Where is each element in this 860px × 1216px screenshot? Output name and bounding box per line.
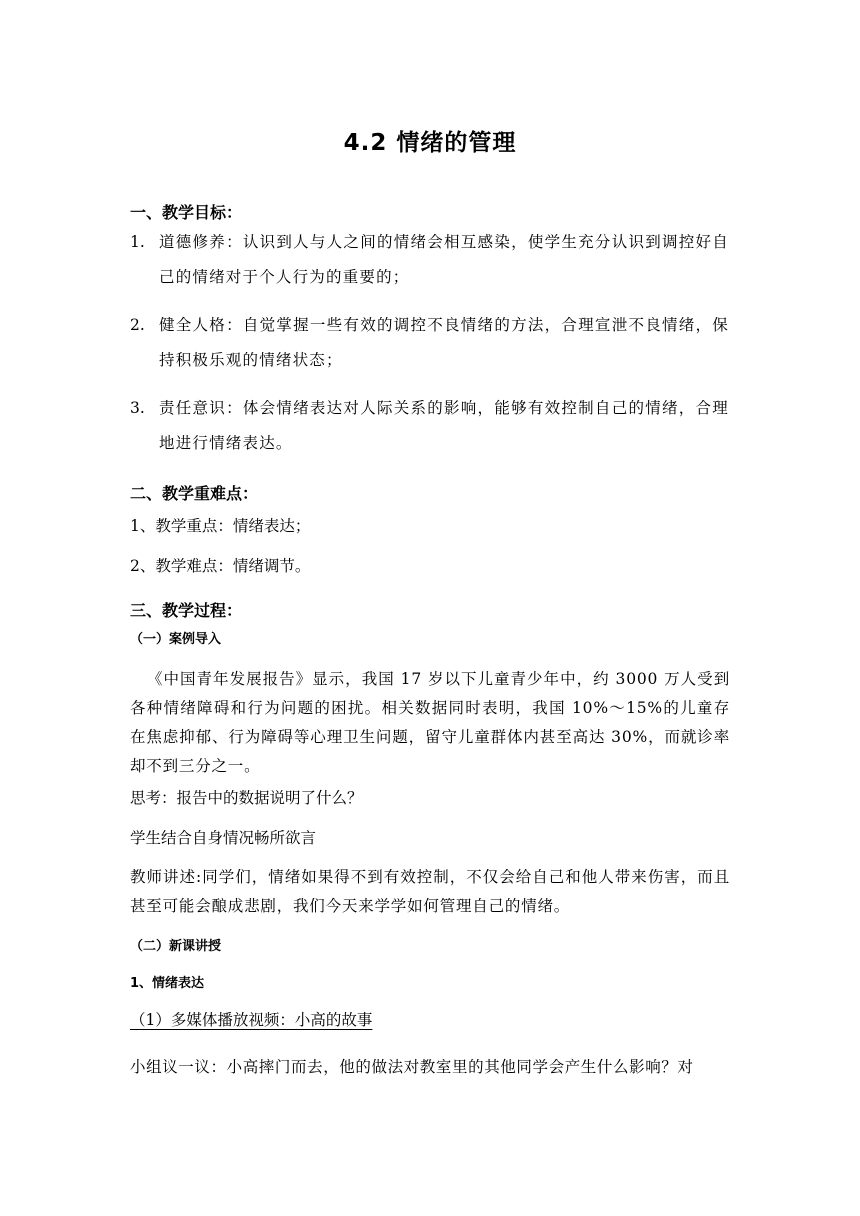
discuss-line: 小组议一议：小高摔门而去，他的做法对教室里的其他同学会产生什么影响？对 [130,1058,694,1076]
subsection-heading-case: （一）案例导入 [130,632,222,647]
students-line: 学生结合自身情况畅所欲言 [130,829,317,847]
think-line: 思考：报告中的数据说明了什么？ [130,789,363,807]
list-item: 道德修养：认识到人与人之间的情绪会相互感染，使学生充分认识到调控好自己的情绪对于个人行为的重要的； [159,233,729,286]
subsection-heading-expression: 1、情绪表达 [130,976,205,991]
list-number: 2. [130,316,145,334]
teacher-paragraph: 教师讲述:同学们，情绪如果得不到有效控制，不仅会给自己和他人带来伤害，而且甚至可能会酿成悲剧，我们今天来学学如何管理自己的情绪。 [130,868,730,915]
key-point-line: 1、教学重点：情绪表达； [130,517,311,535]
page-title: 4.2 情绪的管理 [343,130,517,156]
list-item: 健全人格：自觉掌握一些有效的调控不良情绪的方法，合理宣泄不良情绪，保持积极乐观的情绪状态； [159,316,729,369]
list-number: 1. [130,233,145,251]
section-heading-key-points: 二、教学重难点： [130,484,259,503]
video-line: （1）多媒体播放视频：小高的故事 [130,1011,373,1029]
list-item: 责任意识：体会情绪表达对人际关系的影响，能够有效控制自己的情绪，合理地进行情绪表达。 [159,399,729,452]
difficult-point-line: 2、教学难点：情绪调节。 [130,557,311,575]
list-number: 3. [130,399,145,417]
section-heading-process: 三、教学过程： [130,601,243,620]
case-paragraph: 《中国青年发展报告》显示，我国 17 岁以下儿童青少年中，约 3000 万人受到各种情绪障碍和行为问题的困扰。相关数据同时表明，我国 10%～15%的儿童存在焦虑抑郁、行为障碍等心理卫生问题，留守儿童群体内甚至高达 30%，而就诊率却不到三分之一。 [130,670,730,775]
subsection-heading-lecture: （二）新课讲授 [130,939,222,954]
section-heading-objectives: 一、教学目标： [130,203,243,222]
